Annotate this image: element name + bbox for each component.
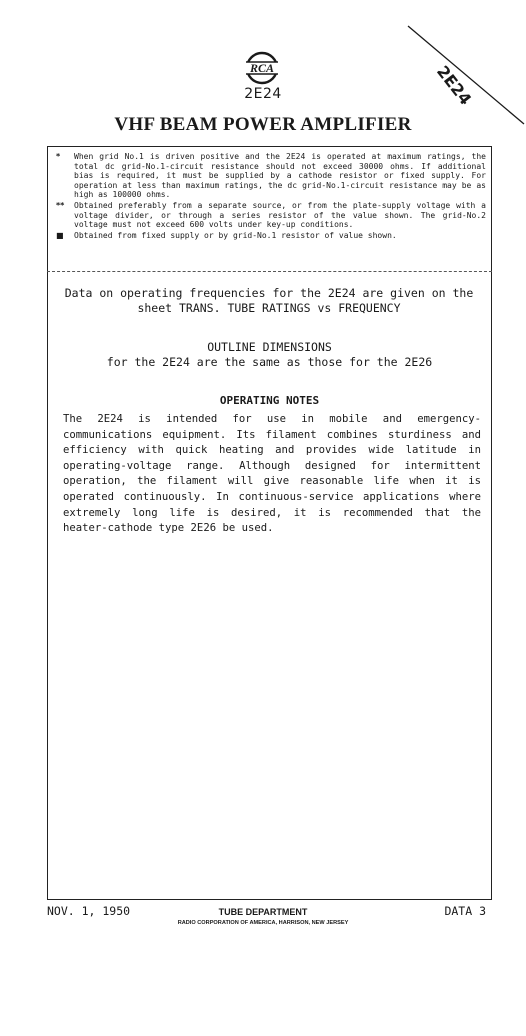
footnotes <box>54 152 486 240</box>
section-divider <box>47 271 492 272</box>
tube-number: 2E24 <box>244 86 282 102</box>
brand-text: RCA <box>249 61 275 75</box>
footnote-symbol: ■ <box>56 230 64 240</box>
footnote <box>54 152 486 200</box>
footer-data-number: DATA 3 <box>444 904 486 918</box>
frequency-note-line2: sheet TRANS. TUBE RATINGS vs FREQUENCY <box>137 301 401 315</box>
outline-heading: OUTLINE DIMENSIONS <box>207 340 332 354</box>
footnote-text: Obtained preferably from a separate source, or from the plate-supply voltage with a voltage divider, or through a series resistor of the value shown. The grid-No.2 voltage must not exceed 600 volts under key-up conditions. <box>74 200 486 230</box>
footer-date: NOV. 1, 1950 <box>47 904 131 918</box>
outline-text: for the 2E24 are the same as those for the 2E26 <box>106 355 433 369</box>
corner-tube-tag: 2E24 <box>433 62 476 109</box>
footnote-symbol: ** <box>56 200 65 210</box>
footnote-text: When grid No.1 is driven positive and the 2E24 is operated at maximum ratings, the total dc grid-No.1-circuit resistance should not exceed 30000 ohms. If additional bias is required, it must be supplied by a cathode resistor or fixed supply. For operation at less than maximum ratings, the dc grid-No.1-circuit resistance may be as high as 100000 ohms. <box>74 152 486 200</box>
footnote <box>54 231 486 241</box>
footer-corporation: RADIO CORPORATION OF AMERICA, HARRISON, NEW JERSEY <box>177 920 349 926</box>
frequency-note <box>52 286 486 316</box>
footnote <box>54 201 486 230</box>
frequency-note-line1: Data on operating frequencies for the 2E24 are given on the <box>64 286 474 300</box>
footer-department: TUBE DEPARTMENT <box>218 907 308 917</box>
operating-notes-body: The 2E24 is intended for use in mobile and emergency-communications equipment. Its filament combines sturdiness and efficiency with quick heating and provides wide latitude in operating-voltage range. Although designed for intermittent operation, the filament will give reasonable life when it is operated continuously. In continuous-service applications where extremely long life is desired, it is recommended that the heater-cathode type 2E26 be used. <box>63 413 481 535</box>
operating-notes-heading: OPERATING NOTES <box>219 394 320 407</box>
page-title: VHF BEAM POWER AMPLIFIER <box>114 114 412 135</box>
footnote-symbol: * <box>56 152 61 161</box>
footnote-text: Obtained from fixed supply or by grid-No.1 resistor of value shown. <box>74 230 397 240</box>
